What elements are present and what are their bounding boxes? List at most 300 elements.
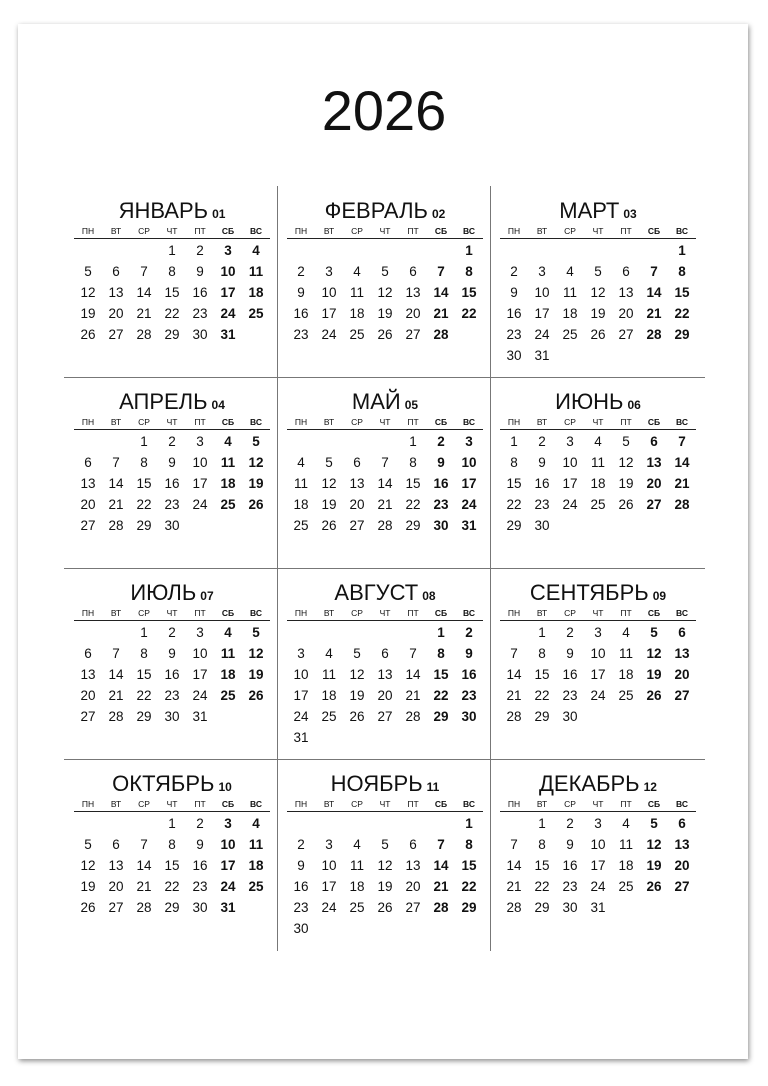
month-08 (287, 579, 483, 748)
day-cell: 22 (164, 879, 180, 894)
weekday-label: СБ (221, 226, 235, 236)
day-cell: 30 (192, 900, 208, 915)
day-cell: 3 (538, 264, 546, 279)
empty-cell (371, 813, 399, 834)
day-cell: 9 (168, 646, 176, 661)
month-name: МАРТ (559, 198, 620, 223)
day-cell: 25 (293, 518, 309, 533)
day-cell: 12 (80, 858, 96, 873)
day-cell: 9 (566, 646, 574, 661)
day-cell: 12 (618, 455, 634, 470)
day-cell: 10 (461, 455, 477, 470)
row-divider (64, 568, 705, 569)
day-cell: 11 (562, 285, 577, 300)
weekday-label: СБ (221, 417, 235, 427)
day-cell: 26 (80, 900, 96, 915)
year-title: 2026 (321, 79, 447, 142)
weekday-label: ПТ (194, 226, 206, 236)
day-cell: 7 (140, 264, 148, 279)
day-cell: 6 (622, 264, 630, 279)
weekday-header (74, 607, 270, 621)
weekday-label: ПН (294, 799, 308, 809)
day-cell: 2 (437, 434, 445, 449)
day-cell: 18 (618, 667, 634, 682)
day-cell: 3 (594, 625, 602, 640)
weekday-header (287, 416, 483, 430)
weekday-label: ВТ (323, 417, 335, 427)
month-title (74, 388, 270, 416)
weekday-label: ПТ (407, 608, 419, 618)
day-cell: 26 (349, 709, 365, 724)
empty-cell (556, 240, 584, 261)
day-cell: 9 (510, 285, 518, 300)
day-cell: 9 (538, 455, 546, 470)
weekday-label: ВТ (536, 417, 548, 427)
day-cell: 15 (136, 476, 152, 491)
weekday-label: ПН (507, 226, 521, 236)
day-cell: 17 (562, 476, 578, 491)
weekday-label: ВТ (110, 226, 122, 236)
day-cell: 19 (349, 688, 365, 703)
weekday-label: ЧТ (379, 226, 391, 236)
day-cell: 9 (168, 455, 176, 470)
day-cell: 10 (321, 858, 337, 873)
day-cell: 29 (461, 900, 477, 915)
weekday-label: ВС (250, 799, 262, 809)
day-cell: 21 (136, 879, 152, 894)
day-cell: 23 (534, 497, 550, 512)
day-cell: 25 (220, 688, 236, 703)
day-cell: 27 (349, 518, 365, 533)
day-cell: 2 (465, 625, 473, 640)
day-cell: 18 (220, 476, 236, 491)
day-cell: 14 (646, 285, 662, 300)
day-cell: 24 (534, 327, 550, 342)
day-cell: 19 (618, 476, 634, 491)
empty-cell (584, 240, 612, 261)
weekday-label: СБ (434, 226, 448, 236)
month-03 (500, 197, 696, 366)
day-cell: 24 (590, 879, 606, 894)
day-cell: 15 (534, 858, 550, 873)
month-title (287, 388, 483, 416)
day-cell: 18 (590, 476, 606, 491)
day-cell: 17 (220, 285, 236, 300)
day-cell: 11 (349, 285, 364, 300)
day-cell: 10 (590, 837, 606, 852)
day-cell: 16 (164, 667, 180, 682)
row-divider (64, 377, 705, 378)
empty-cell (399, 240, 427, 261)
day-cell: 31 (590, 900, 606, 915)
month-number: 03 (623, 207, 637, 221)
month-number: 04 (211, 398, 225, 412)
day-cell: 23 (562, 688, 578, 703)
day-cell: 7 (381, 455, 389, 470)
day-cell: 21 (136, 306, 152, 321)
day-cell: 26 (248, 688, 264, 703)
weekday-label: ПН (81, 226, 95, 236)
day-cell: 21 (433, 879, 449, 894)
day-cell: 2 (196, 243, 204, 258)
day-cell: 8 (140, 646, 148, 661)
day-cell: 11 (618, 837, 633, 852)
day-cell: 13 (646, 455, 662, 470)
days-grid (500, 622, 696, 727)
day-cell: 2 (566, 816, 574, 831)
day-cell: 22 (534, 879, 550, 894)
day-cell: 13 (80, 476, 96, 491)
weekday-label: ВТ (536, 608, 548, 618)
day-cell: 14 (108, 667, 124, 682)
day-cell: 25 (618, 879, 634, 894)
day-cell: 21 (108, 497, 124, 512)
month-number: 11 (426, 780, 440, 794)
day-cell: 19 (590, 306, 606, 321)
weekday-label: СР (564, 608, 576, 618)
day-cell: 29 (534, 709, 550, 724)
day-cell: 21 (506, 879, 522, 894)
weekday-label: ВТ (323, 226, 335, 236)
empty-cell (315, 622, 343, 643)
day-cell: 28 (674, 497, 690, 512)
day-cell: 13 (405, 285, 421, 300)
month-name: ИЮЛЬ (130, 580, 197, 605)
day-cell: 9 (297, 858, 305, 873)
day-cell: 4 (325, 646, 333, 661)
days-grid (500, 431, 696, 536)
day-cell: 26 (377, 900, 393, 915)
day-cell: 1 (140, 625, 148, 640)
month-name: ДЕКАБРЬ (539, 771, 640, 796)
row-divider (64, 759, 705, 760)
day-cell: 5 (381, 837, 389, 852)
day-cell: 12 (377, 858, 393, 873)
day-cell: 7 (437, 837, 445, 852)
month-10 (74, 770, 270, 918)
day-cell: 7 (140, 837, 148, 852)
day-cell: 24 (461, 497, 477, 512)
day-cell: 5 (252, 625, 260, 640)
day-cell: 17 (192, 667, 208, 682)
weekday-label: СР (351, 226, 363, 236)
day-cell: 12 (321, 476, 337, 491)
day-cell: 2 (297, 264, 305, 279)
day-cell: 16 (433, 476, 449, 491)
day-cell: 30 (192, 327, 208, 342)
day-cell: 18 (248, 858, 264, 873)
day-cell: 15 (461, 858, 477, 873)
empty-cell (640, 240, 668, 261)
weekday-label: ЧТ (166, 226, 178, 236)
day-cell: 15 (433, 667, 449, 682)
day-cell: 15 (164, 285, 180, 300)
empty-cell (74, 622, 102, 643)
day-cell: 24 (192, 688, 208, 703)
days-grid (74, 622, 270, 727)
month-06 (500, 388, 696, 536)
day-cell: 22 (136, 497, 152, 512)
day-cell: 11 (220, 646, 236, 661)
empty-cell (315, 431, 343, 452)
weekday-label: СР (138, 799, 150, 809)
day-cell: 16 (192, 285, 208, 300)
month-07 (74, 579, 270, 727)
day-cell: 27 (108, 900, 124, 915)
day-cell: 11 (293, 476, 308, 491)
empty-cell (287, 813, 315, 834)
day-cell: 1 (465, 816, 473, 831)
day-cell: 2 (510, 264, 518, 279)
day-cell: 29 (164, 327, 180, 342)
day-cell: 14 (506, 858, 522, 873)
empty-cell (500, 240, 528, 261)
weekday-label: ВС (676, 417, 688, 427)
weekday-label: ЧТ (592, 608, 604, 618)
day-cell: 3 (325, 264, 333, 279)
day-cell: 19 (377, 879, 393, 894)
day-cell: 10 (220, 837, 236, 852)
weekday-label: СБ (434, 608, 448, 618)
empty-cell (130, 813, 158, 834)
weekday-label: ПТ (194, 799, 206, 809)
day-cell: 4 (252, 243, 260, 258)
days-grid (287, 240, 483, 345)
day-cell: 16 (506, 306, 522, 321)
month-12 (500, 770, 696, 918)
weekday-label: ПН (507, 799, 521, 809)
day-cell: 2 (168, 434, 176, 449)
weekday-label: ЧТ (166, 417, 178, 427)
day-cell: 25 (321, 709, 337, 724)
weekday-label: ВС (676, 608, 688, 618)
day-cell: 31 (293, 730, 309, 745)
weekday-header (287, 607, 483, 621)
day-cell: 12 (646, 837, 662, 852)
weekday-label: ПН (294, 608, 308, 618)
weekday-label: ПН (294, 417, 308, 427)
day-cell: 3 (224, 816, 232, 831)
day-cell: 14 (506, 667, 522, 682)
day-cell: 23 (293, 900, 309, 915)
day-cell: 31 (220, 900, 236, 915)
day-cell: 6 (409, 264, 417, 279)
day-cell: 11 (220, 455, 236, 470)
day-cell: 9 (196, 837, 204, 852)
day-cell: 16 (293, 879, 309, 894)
day-cell: 3 (594, 816, 602, 831)
day-cell: 6 (112, 264, 120, 279)
month-title (500, 197, 696, 225)
day-cell: 13 (674, 646, 690, 661)
day-cell: 10 (562, 455, 578, 470)
day-cell: 28 (433, 900, 449, 915)
month-number: 07 (200, 589, 214, 603)
month-name: НОЯБРЬ (330, 771, 423, 796)
day-cell: 8 (678, 264, 686, 279)
day-cell: 28 (136, 900, 152, 915)
day-cell: 26 (590, 327, 606, 342)
day-cell: 28 (506, 900, 522, 915)
day-cell: 9 (465, 646, 473, 661)
day-cell: 6 (678, 625, 686, 640)
day-cell: 12 (646, 646, 662, 661)
day-cell: 15 (164, 858, 180, 873)
day-cell: 3 (196, 434, 204, 449)
day-cell: 22 (405, 497, 421, 512)
day-cell: 19 (248, 476, 264, 491)
weekday-label: ВТ (110, 799, 122, 809)
day-cell: 17 (534, 306, 550, 321)
day-cell: 27 (80, 709, 96, 724)
day-cell: 8 (510, 455, 518, 470)
weekday-label: ЧТ (379, 799, 391, 809)
weekday-label: СР (138, 608, 150, 618)
weekday-label: СБ (647, 226, 661, 236)
day-cell: 31 (192, 709, 208, 724)
day-cell: 24 (321, 900, 337, 915)
weekday-label: СР (138, 417, 150, 427)
weekday-label: СБ (221, 799, 235, 809)
day-cell: 15 (405, 476, 421, 491)
weekday-label: ПТ (407, 799, 419, 809)
weekday-label: ПТ (194, 608, 206, 618)
day-cell: 23 (164, 497, 180, 512)
day-cell: 10 (590, 646, 606, 661)
day-cell: 16 (293, 306, 309, 321)
day-cell: 20 (674, 858, 690, 873)
day-cell: 27 (405, 900, 421, 915)
day-cell: 22 (534, 688, 550, 703)
weekday-header (74, 416, 270, 430)
day-cell: 26 (377, 327, 393, 342)
day-cell: 17 (220, 858, 236, 873)
day-cell: 28 (405, 709, 421, 724)
weekday-label: ПН (507, 417, 521, 427)
day-cell: 31 (461, 518, 477, 533)
day-cell: 17 (192, 476, 208, 491)
empty-cell (287, 431, 315, 452)
day-cell: 17 (321, 306, 337, 321)
day-cell: 20 (618, 306, 634, 321)
empty-cell (74, 813, 102, 834)
day-cell: 30 (433, 518, 449, 533)
day-cell: 11 (590, 455, 605, 470)
day-cell: 14 (674, 455, 690, 470)
day-cell: 10 (293, 667, 309, 682)
month-name: ОКТЯБРЬ (112, 771, 215, 796)
day-cell: 13 (618, 285, 634, 300)
month-name: ЯНВАРЬ (118, 198, 209, 223)
day-cell: 6 (409, 837, 417, 852)
weekday-header (500, 607, 696, 621)
day-cell: 23 (192, 879, 208, 894)
day-cell: 4 (622, 625, 630, 640)
month-title (287, 197, 483, 225)
empty-cell (371, 622, 399, 643)
weekday-label: ПТ (620, 226, 632, 236)
day-cell: 11 (248, 264, 264, 279)
day-cell: 21 (433, 306, 449, 321)
day-cell: 16 (562, 858, 578, 873)
day-cell: 1 (678, 243, 686, 258)
weekday-label: СР (351, 417, 363, 427)
empty-cell (102, 240, 130, 261)
day-cell: 25 (618, 688, 634, 703)
day-cell: 7 (437, 264, 445, 279)
day-cell: 11 (321, 667, 336, 682)
day-cell: 2 (297, 837, 305, 852)
day-cell: 23 (506, 327, 522, 342)
day-cell: 27 (618, 327, 634, 342)
weekday-label: ЧТ (379, 608, 391, 618)
day-cell: 1 (168, 243, 176, 258)
days-grid (74, 813, 270, 918)
day-cell: 17 (590, 858, 606, 873)
empty-cell (130, 240, 158, 261)
day-cell: 26 (646, 879, 662, 894)
empty-cell (427, 240, 455, 261)
day-cell: 8 (538, 646, 546, 661)
month-number: 09 (652, 589, 667, 603)
day-cell: 14 (136, 285, 152, 300)
day-cell: 14 (377, 476, 393, 491)
day-cell: 27 (674, 688, 690, 703)
day-cell: 29 (164, 900, 180, 915)
month-number: 12 (643, 780, 657, 794)
weekday-label: ЧТ (592, 226, 604, 236)
day-cell: 1 (168, 816, 176, 831)
weekday-label: СБ (647, 608, 661, 618)
day-cell: 8 (140, 455, 148, 470)
day-cell: 17 (321, 879, 337, 894)
day-cell: 14 (433, 858, 449, 873)
month-title (74, 770, 270, 798)
day-cell: 18 (220, 667, 236, 682)
month-name: МАЙ (351, 389, 401, 414)
weekday-label: ВТ (323, 608, 335, 618)
empty-cell (74, 240, 102, 261)
month-11 (287, 770, 483, 939)
day-cell: 13 (349, 476, 365, 491)
day-cell: 10 (534, 285, 550, 300)
day-cell: 3 (297, 646, 305, 661)
day-cell: 15 (674, 285, 690, 300)
day-cell: 6 (650, 434, 658, 449)
day-cell: 6 (353, 455, 361, 470)
day-cell: 3 (325, 837, 333, 852)
empty-cell (528, 240, 556, 261)
empty-cell (371, 431, 399, 452)
weekday-label: ВС (250, 608, 262, 618)
day-cell: 5 (325, 455, 333, 470)
day-cell: 8 (465, 837, 473, 852)
month-title (287, 579, 483, 607)
day-cell: 24 (220, 306, 236, 321)
month-title (287, 770, 483, 798)
day-cell: 20 (349, 497, 365, 512)
days-grid (500, 813, 696, 918)
day-cell: 13 (405, 858, 421, 873)
day-cell: 5 (594, 264, 602, 279)
empty-cell (102, 622, 130, 643)
weekday-label: СР (351, 799, 363, 809)
weekday-header (287, 798, 483, 812)
weekday-header (74, 225, 270, 239)
day-cell: 6 (84, 455, 92, 470)
day-cell: 17 (293, 688, 309, 703)
weekday-label: СБ (221, 608, 235, 618)
